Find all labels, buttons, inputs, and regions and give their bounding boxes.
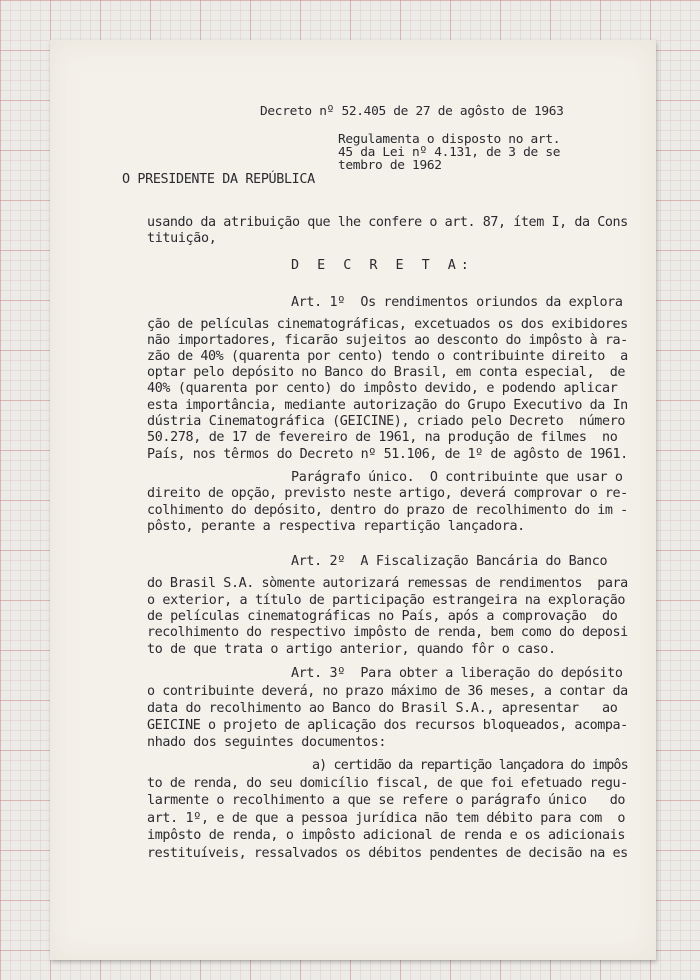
preamble-line: usando da atribuição que lhe confere o art. 87, ítem I, da Cons bbox=[147, 215, 628, 230]
item-a-line: art. 1º, e de que a pessoa jurídica não tem débito para com o bbox=[147, 811, 626, 826]
art2-line: o exterior, a título de participação estrangeira na exploração bbox=[147, 593, 626, 608]
art1-line: ção de películas cinematográficas, excetuados os dos exibidores bbox=[147, 317, 628, 332]
item-a-line: larmente o recolhimento a que se refere o parágrafo único do bbox=[147, 793, 626, 808]
paragrafo-line: Parágrafo único. O contribuinte que usar o bbox=[291, 470, 623, 485]
art3-line: nhado dos seguintes documentos: bbox=[147, 735, 387, 750]
art3-line: Art. 3º Para obter a liberação do depósito bbox=[291, 666, 623, 681]
art2-line: Art. 2º A Fiscalização Bancária do Banco bbox=[291, 554, 608, 569]
item-a-line: restituíveis, ressalvados os débitos pendentes de decisão na es bbox=[147, 846, 628, 861]
paragrafo-line: colhimento do depósito, dentro do prazo de recolhimento do im - bbox=[147, 503, 628, 518]
art3-line: data do recolhimento ao Banco do Brasil S.A., apresentar ao bbox=[147, 701, 618, 716]
decreta-heading: D E C R E T A: bbox=[291, 258, 474, 273]
art2-line: do Brasil S.A. sòmente autorizará remessas de rendimentos para bbox=[147, 576, 628, 591]
art1-line: optar pelo depósito no Banco do Brasil, em conta especial, de bbox=[147, 365, 626, 380]
item-a-line: to de renda, do seu domicílio fiscal, de que foi efetuado regu- bbox=[147, 776, 628, 791]
art1-line: 50.278, de 17 de fevereiro de 1961, na produção de filmes no bbox=[147, 430, 618, 445]
art1-line: dústria Cinematográfica (GEICINE), criado pelo Decreto número bbox=[147, 414, 626, 429]
ementa-line: tembro de 1962 bbox=[338, 158, 442, 173]
art3-line: o contribuinte deverá, no prazo máximo de 36 meses, a contar da bbox=[147, 684, 628, 699]
authority: O PRESIDENTE DA REPÚBLICA bbox=[122, 172, 315, 187]
item-a-line: impôsto de renda, o impôsto adicional de renda e os adicionais bbox=[147, 828, 626, 843]
preamble-line: tituição, bbox=[147, 231, 217, 246]
art2-line: de películas cinematográficas no País, após a comprovação do bbox=[147, 609, 618, 624]
art1-line: não importadores, ficarão sujeitos ao desconto do impôsto à ra- bbox=[147, 333, 628, 348]
item-a-line: a) certidão da repartição lançadora do impôs bbox=[312, 758, 628, 773]
paragrafo-line: pôsto, perante a respectiva repartição lançadora. bbox=[147, 519, 525, 534]
art1-line: 40% (quarenta por cento) do impôsto devido, e podendo aplicar bbox=[147, 381, 618, 396]
document-page bbox=[50, 40, 656, 960]
art1-line: Art. 1º Os rendimentos oriundos da explora bbox=[291, 295, 623, 310]
art2-line: recolhimento do respectivo impôsto de renda, bem como do deposi bbox=[147, 625, 628, 640]
art1-line: País, nos têrmos do Decreto nº 51.106, de 1º de agôsto de 1961. bbox=[147, 447, 628, 462]
ementa-line: Regulamenta o disposto no art. bbox=[338, 132, 561, 147]
paragrafo-line: direito de opção, previsto neste artigo, deverá comprovar o re- bbox=[147, 486, 628, 501]
art3-line: GEICINE o projeto de aplicação dos recursos bloqueados, acompa- bbox=[147, 718, 628, 733]
art2-line: to de que trata o artigo anterior, quando fôr o caso. bbox=[147, 642, 556, 657]
decree-title: Decreto nº 52.405 de 27 de agôsto de 1963 bbox=[260, 104, 564, 119]
ementa-line: 45 da Lei nº 4.131, de 3 de se bbox=[338, 145, 561, 160]
art1-line: zão de 40% (quarenta por cento) tendo o contribuinte direito a bbox=[147, 349, 628, 364]
art1-line: esta importância, mediante autorização do Grupo Executivo da In bbox=[147, 398, 628, 413]
